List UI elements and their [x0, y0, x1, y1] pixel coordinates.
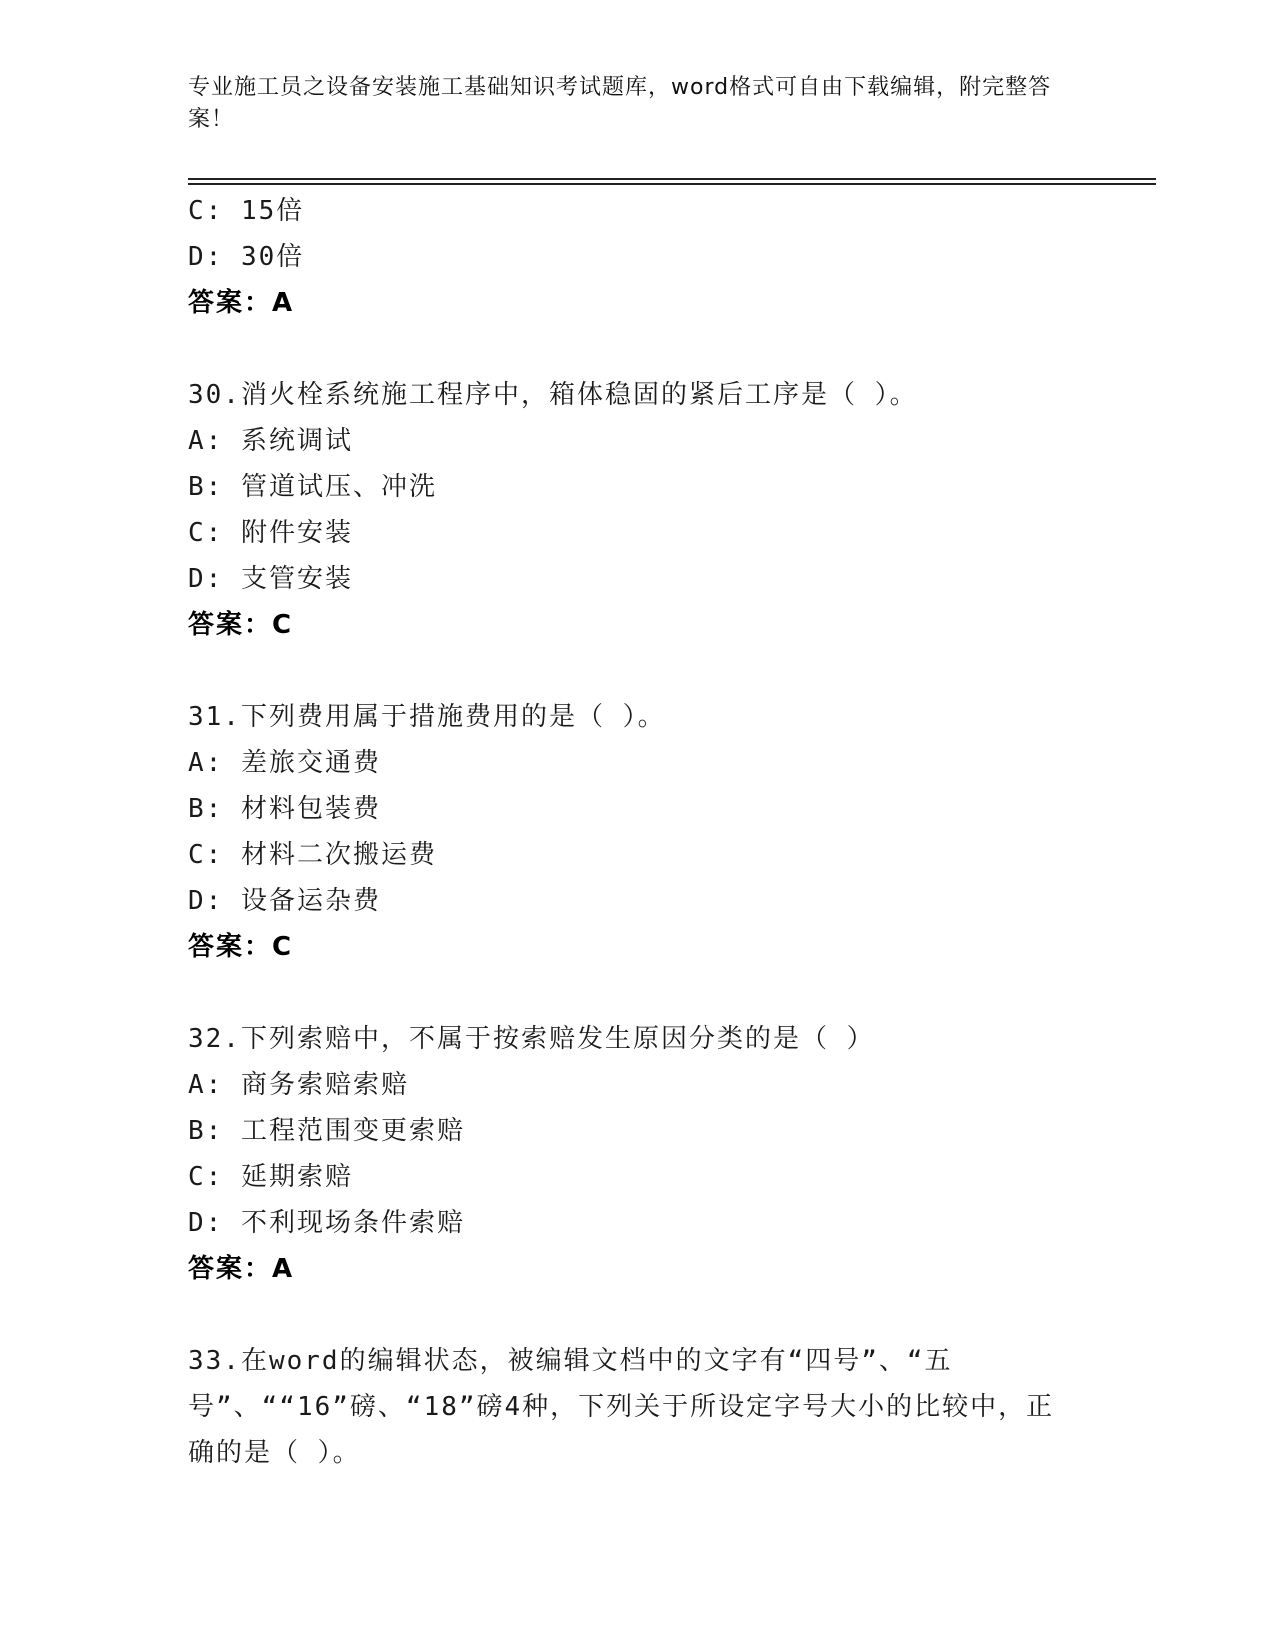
question-stem: 32.下列索赔中，不属于按索赔发生原因分类的是（ ）	[188, 1024, 875, 1054]
option-b: B: 管道试压、冲洗	[188, 472, 437, 502]
option-b: B: 材料包装费	[188, 794, 381, 824]
spacer	[188, 970, 1088, 1016]
answer-line: 答案：C	[188, 610, 294, 640]
option-d: D: 30倍	[188, 242, 305, 272]
question-stem: 30.消火栓系统施工程序中，箱体稳固的紧后工序是（ ）。	[188, 380, 918, 410]
option-c: C: 15倍	[188, 196, 305, 226]
option-b: B: 工程范围变更索赔	[188, 1116, 465, 1146]
option-d: D: 设备运杂费	[188, 886, 381, 916]
option-c: C: 延期索赔	[188, 1162, 353, 1192]
question-list	[188, 188, 1088, 1476]
page-header: 专业施工员之设备安装施工基础知识考试题库，word格式可自由下载编辑，附完整答案！	[188, 75, 1052, 132]
answer-line: 答案：C	[188, 932, 294, 962]
option-a: A: 差旅交通费	[188, 748, 381, 778]
answer-line: 答案：A	[188, 288, 295, 318]
option-d: D: 支管安装	[188, 564, 353, 594]
option-c: C: 附件安装	[188, 518, 353, 548]
option-a: A: 系统调试	[188, 426, 353, 456]
option-c: C: 材料二次搬运费	[188, 840, 437, 870]
answer-line: 答案：A	[188, 1254, 295, 1284]
header-divider-top	[188, 178, 1156, 180]
spacer	[188, 648, 1088, 694]
header-divider-bottom	[188, 183, 1156, 185]
option-a: A: 商务索赔索赔	[188, 1070, 409, 1100]
option-d: D: 不利现场条件索赔	[188, 1208, 465, 1238]
question-stem: 33.在word的编辑状态，被编辑文档中的文字有“四号”、“五号”、““16”磅、“18”磅4种，下列关于所设定字号大小的比较中，正确的是（ ）。	[188, 1346, 1055, 1468]
spacer	[188, 326, 1088, 372]
spacer	[188, 1292, 1088, 1338]
question-stem: 31.下列费用属于措施费用的是（ ）。	[188, 702, 666, 732]
